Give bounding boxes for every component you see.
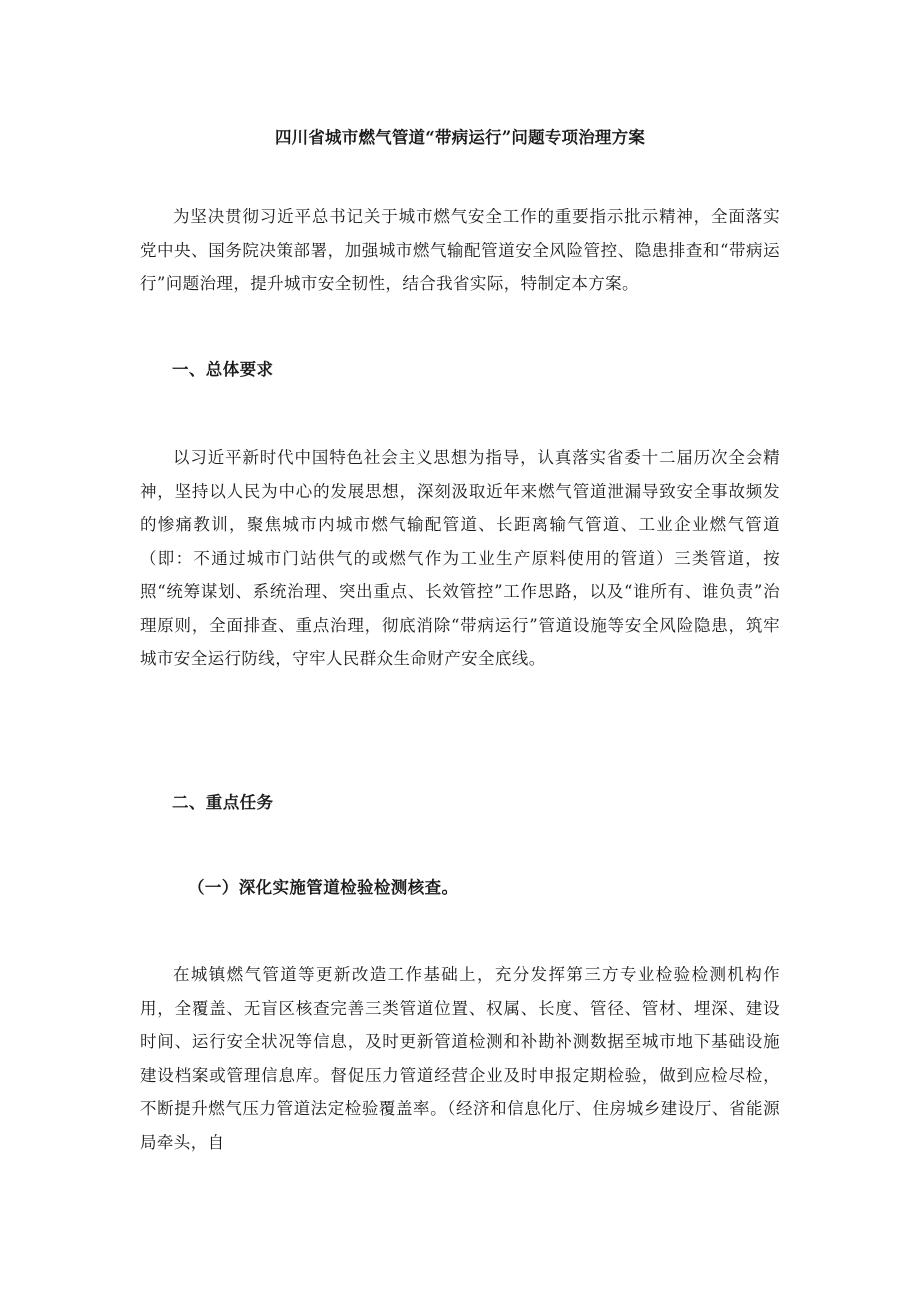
subsection-heading-pipeline-inspection: （一）深化实施管道检验检测核查。 — [188, 878, 459, 897]
section-heading-key-tasks: 二、重点任务 — [172, 793, 274, 812]
document-title: 四川省城市燃气管道“带病运行”问题专项治理方案 — [274, 128, 646, 147]
section-paragraph-overall-requirements: 以习近平新时代中国特色社会主义思想为指导，认真落实省委十二届历次全会精神，坚持以人民为中心的发展思想，深刻汲取近年来燃气管道泄漏导致安全事故频发的惨痛教训，聚焦城市内城市燃气输配管道、长距离输气管道、工业企业燃气管道（即：不通过城市门站供气的或燃气作为工业生产原料使用的管道）三类管道，按照“统筹谋划、系统治理、突出重点、长效管控”工作思路，以及“谁所有、谁负责”治理原则，全面排查、重点治理，彻底消除“带病运行”管道设施等安全风险隐患，筑牢城市安全运行防线，守牢人民群众生命财产安全底线。 — [140, 448, 780, 668]
section-heading-overall-requirements: 一、总体要求 — [172, 360, 274, 379]
intro-paragraph: 为坚决贯彻习近平总书记关于城市燃气安全工作的重要指示批示精神，全面落实党中央、国务院决策部署，加强城市燃气输配管道安全风险管控、隐患排查和“带病运行”问题治理，提升城市安全韧性，结合我省实际，特制定本方案。 — [140, 207, 780, 293]
subsection-paragraph-pipeline-inspection: 在城镇燃气管道等更新改造工作基础上，充分发挥第三方专业检验检测机构作用，全覆盖、无盲区核查完善三类管道位置、权属、长度、管径、管材、埋深、建设时间、运行安全状况等信息，及时更新管道检测和补勘补测数据至城市地下基础设施建设档案或管理信息库。督促压力管道经营企业及时申报定期检验，做到应检尽检，不断提升燃气压力管道法定检验覆盖率。（经济和信息化厅、住房城乡建设厅、省能源局牵头，自 — [140, 965, 780, 1152]
